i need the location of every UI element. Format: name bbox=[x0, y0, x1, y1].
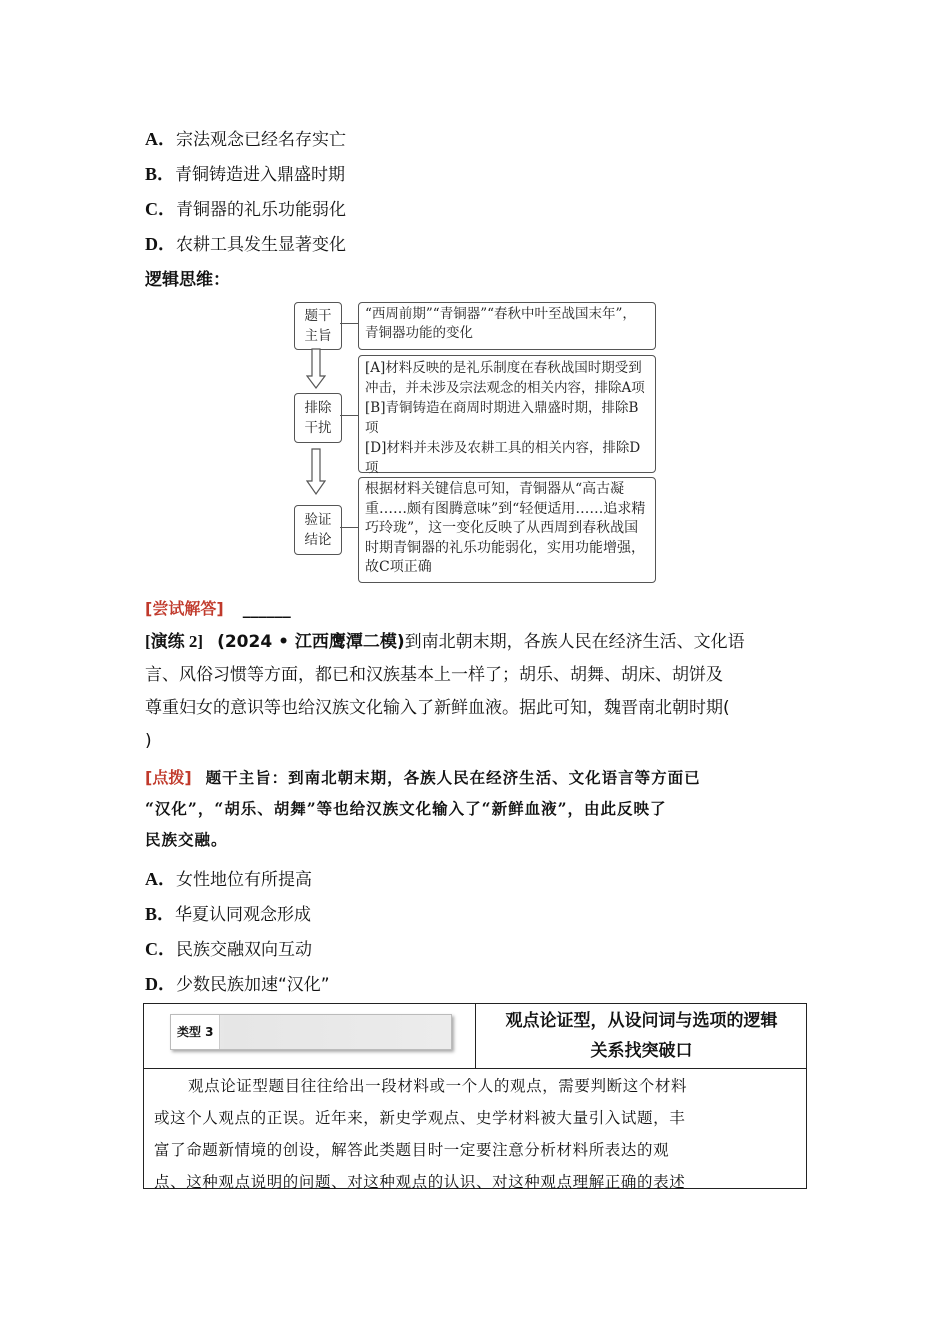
down-arrow-icon bbox=[306, 348, 326, 390]
flow-label-topic: 题干 主旨 bbox=[294, 302, 342, 350]
flow-content-verify: 根据材料关键信息可知，青铜器从“高古凝重……颇有图腾意味”到“轻便适用……追求精巧玲珑”，这一变化反映了从西周到春秋战国时期青铜器的礼乐功能弱化，实用功能增强，故C项正确 bbox=[358, 477, 656, 583]
q1-option-c[interactable]: C．青铜器的礼乐功能弱化 bbox=[145, 199, 346, 220]
divider bbox=[144, 1068, 806, 1069]
q2-option-c[interactable]: C．民族交融双向互动 bbox=[145, 939, 312, 960]
type-title: 观点论证型，从设问词与选项的逻辑 关系找突破口 bbox=[505, 1011, 778, 1061]
flow-label-verify: 验证 结论 bbox=[294, 505, 342, 555]
q2-option-b[interactable]: B．华夏认同观念形成 bbox=[145, 904, 312, 925]
answer-blank[interactable]: ______ bbox=[242, 599, 291, 618]
q2-stem: [演练 2] (2024 • 江西鹰潭二模)到南北朝末期，各族人民在经济生活、文化语 言、风俗习惯等方面，都已和汉族基本上一样了；胡乐、胡舞、胡床、胡饼及 尊重妇女的意识等也给汉族文化输入了新鲜血液。据此可知，魏晋南北朝时期( ) bbox=[145, 632, 745, 751]
q2-option-a[interactable]: A．女性地位有所提高 bbox=[145, 869, 312, 890]
hint: [点拨] 题干主旨：到南北朝末期，各族人民在经济生活、文化语言等方面已 “汉化”，“胡乐、胡舞”等也给汉族文化输入了“新鲜血液”，由此反映了 民族交融。 bbox=[145, 768, 701, 849]
type-box bbox=[143, 1003, 807, 1189]
type-badge: 类型 3 bbox=[170, 1014, 452, 1050]
flow-content-exclude: [A]材料反映的是礼乐制度在春秋战国时期受到冲击，并未涉及宗法观念的相关内容，排除A项 [B]青铜铸造在商周时期进入鼎盛时期，排除B项 [D]材料并未涉及农耕工具的相关内容，排除D项 bbox=[358, 355, 656, 473]
logic-heading: 逻辑思维： bbox=[145, 270, 230, 290]
connector bbox=[340, 323, 358, 324]
try-answer: [尝试解答] ______ bbox=[145, 599, 291, 618]
connector bbox=[340, 527, 358, 528]
connector bbox=[340, 415, 358, 416]
q1-option-d[interactable]: D．农耕工具发生显著变化 bbox=[145, 234, 346, 255]
q2-option-d[interactable]: D．少数民族加速“汉化” bbox=[145, 974, 330, 995]
q1-option-b[interactable]: B．青铜铸造进入鼎盛时期 bbox=[145, 164, 346, 185]
down-arrow-icon bbox=[306, 448, 326, 496]
q1-option-a[interactable]: A．宗法观念已经名存实亡 bbox=[145, 129, 346, 150]
flow-content-topic: “西周前期”“青铜器”“春秋中叶至战国末年”，青铜器功能的变化 bbox=[358, 302, 656, 350]
type-body: 观点论证型题目往往给出一段材料或一个人的观点，需要判断这个材料 或这个人观点的正误。近年来，新史学观点、史学材料被大量引入试题，丰 富了命题新情境的创设，解答此类题目时一定要注意分析材料所表达的观 点、这种观点说明的问题、对这种观点的认识、对这种观点理解正确的表述 bbox=[154, 1077, 688, 1191]
flow-label-exclude: 排除 干扰 bbox=[294, 393, 342, 443]
